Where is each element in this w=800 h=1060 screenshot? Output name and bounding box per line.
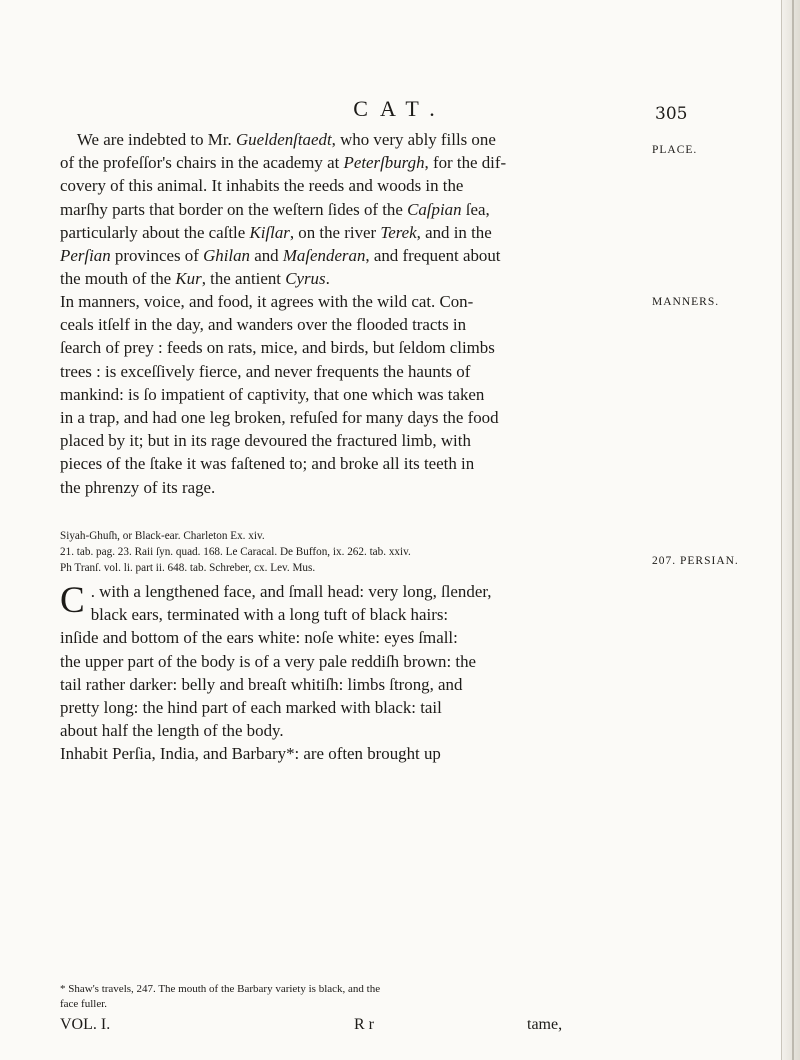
gathering-signature: R r xyxy=(354,1016,374,1033)
margin-note-manners: MANNERS. xyxy=(652,296,720,308)
paragraph-manners xyxy=(60,290,572,499)
footnote xyxy=(60,982,580,1012)
text-line: trees : is exceſſively fierce, and never frequents the haunts of xyxy=(60,361,471,381)
synonymy-block xyxy=(60,528,600,576)
text-line: the upper part of the body is of a very pale reddiſh brown: the xyxy=(60,651,477,671)
text-line: We are indebted to Mr. Gueldenſtaedt, who very ably fills one xyxy=(76,130,496,149)
margin-note-persian: 207. PERSIAN. xyxy=(652,555,739,567)
page-edge xyxy=(781,0,800,1060)
text-line: placed by it; but in its rage devoured the fractured limb, with xyxy=(60,431,471,451)
text-line: of the profeſſor's chairs in the academy at Peterſburgh, for the dif- xyxy=(60,153,507,173)
synonymy-line: 21. tab. pag. 23. Raii ſyn. quad. 168. Le Caracal. De Buffon, ix. 262. tab. xxiv. xyxy=(60,546,411,558)
text-line: the mouth of the Kur, the antient Cyrus. xyxy=(60,269,330,289)
text-line: the phrenzy of its rage. xyxy=(60,477,216,497)
text-line: particularly about the caſtle Kiſlar, on the river Terek, and in the xyxy=(60,222,492,242)
text-line: . with a lengthened face, and ſmall head: very long, ſlender, xyxy=(90,582,492,601)
synonymy-line: Ph Tranſ. vol. li. part ii. 648. tab. Schreber, cx. Lev. Mus. xyxy=(60,562,316,574)
text-line: inſide and bottom of the ears white: noſe white: eyes ſmall: xyxy=(60,628,458,648)
text-line: covery of this animal. It inhabits the reeds and woods in the xyxy=(60,176,464,196)
margin-note-place: PLACE. xyxy=(652,144,698,156)
synonymy-line: Siyah-Ghuſh, or Black-ear. Charleton Ex. xiv. xyxy=(60,530,265,542)
text-line: mankind: is ſo impatient of captivity, that one which was taken xyxy=(60,384,485,404)
text-line: marſhy parts that border on the weſtern ſides of the Caſpian ſea, xyxy=(60,199,490,219)
running-head: CAT. xyxy=(353,96,447,121)
description-paragraph xyxy=(60,580,572,766)
volume-signature: VOL. I. xyxy=(60,1016,111,1033)
footnote-line: * Shaw's travels, 247. The mouth of the Barbary variety is black, and the xyxy=(60,983,381,995)
page-number: 305 xyxy=(655,104,688,124)
text-line: black ears, terminated with a long tuft of black hairs: xyxy=(90,605,449,625)
text-line: pieces of the ſtake it was faſtened to; and broke all its teeth in xyxy=(60,454,475,474)
text-line: In manners, voice, and food, it agrees with the wild cat. Con- xyxy=(60,292,474,311)
paragraph-discovery xyxy=(60,128,572,290)
text-line: ſearch of prey : feeds on rats, mice, and birds, but ſeldom climbs xyxy=(60,338,495,358)
text-line: pretty long: the hind part of each marked with black: tail xyxy=(60,698,442,718)
footnote-line: face fuller. xyxy=(60,998,108,1010)
text-line: tail rather darker: belly and breaſt whitiſh: limbs ſtrong, and xyxy=(60,674,463,694)
text-line: about half the length of the body. xyxy=(60,721,284,741)
text-line: Perſian provinces of Ghilan and Maſenderan, and frequent about xyxy=(60,246,501,266)
drop-cap: C xyxy=(60,580,85,621)
catchword: tame, xyxy=(527,1016,563,1033)
text-line: in a trap, and had one leg broken, refuſed for many days the food xyxy=(60,408,499,428)
text-line: ceals itſelf in the day, and wanders over the flooded tracts in xyxy=(60,315,467,335)
text-line: Inhabit Perſia, India, and Barbary*: are often brought up xyxy=(60,744,441,764)
page-edge-line xyxy=(792,0,794,1060)
